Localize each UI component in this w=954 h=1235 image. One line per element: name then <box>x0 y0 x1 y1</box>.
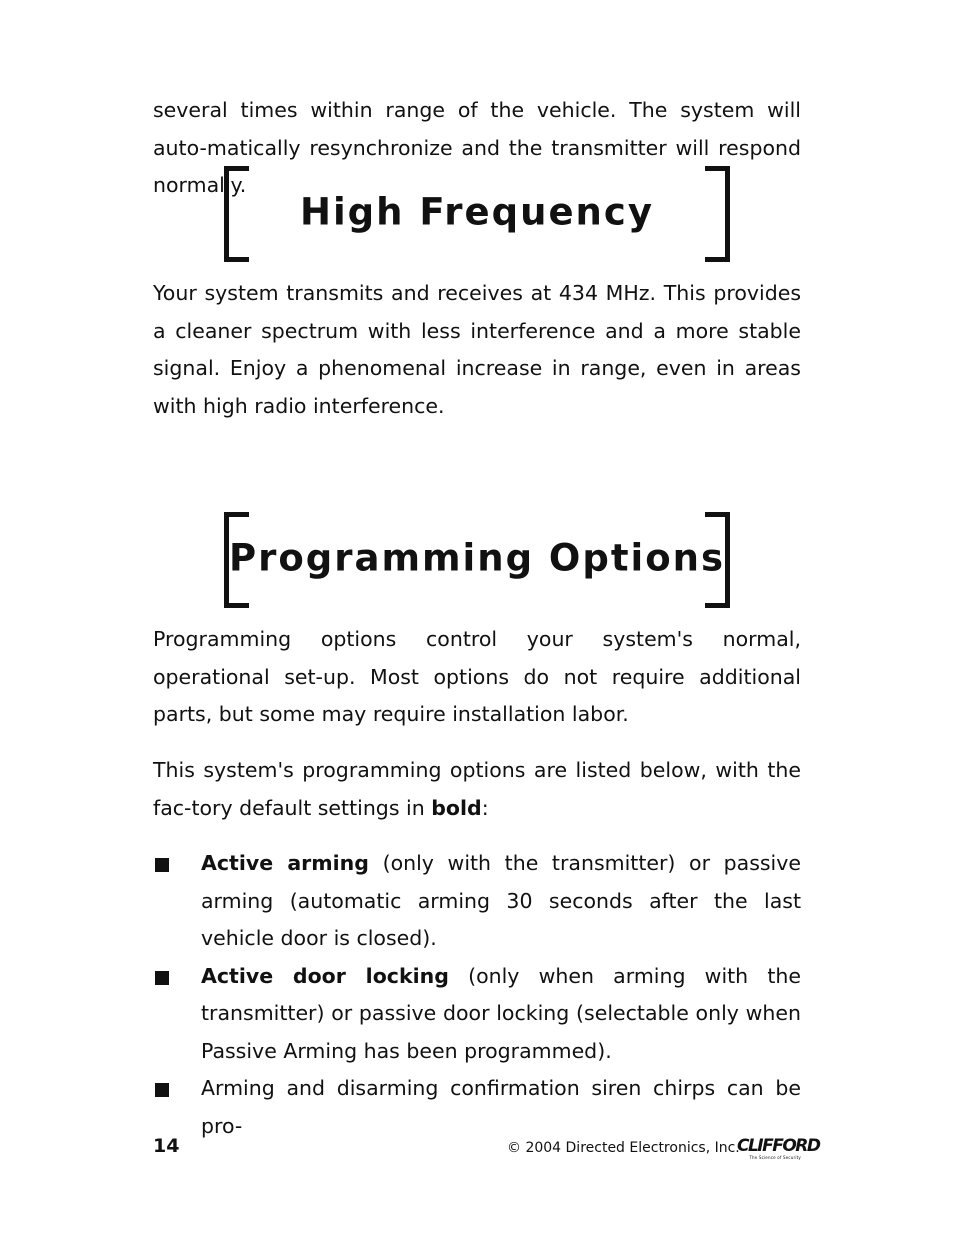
right-bracket <box>705 512 730 608</box>
section-heading-programming-options <box>224 512 730 604</box>
logo-wordmark: CLIFFORD <box>737 1136 820 1156</box>
right-bracket <box>705 166 730 262</box>
page-number: 14 <box>153 1135 180 1157</box>
defaults-text: This system's programming options are listed below, with the fac-tory default settings in <box>153 758 801 820</box>
option-title: Active arming <box>201 851 369 875</box>
bold-word: bold <box>431 795 482 820</box>
list-item <box>153 845 801 958</box>
high-frequency-paragraph: Your system transmits and receives at 434 MHz. This provides a cleaner spectrum with less interference and a more stable signal. Enjoy a phenomenal increase in range, even in areas with high radio interference. <box>153 281 801 418</box>
heading-text: High Frequency <box>300 190 654 234</box>
clifford-logo <box>737 1136 820 1166</box>
intro-paragraph: several times within range of the vehicle. The system will auto-matically resynchronize and the transmitter will respond normally. <box>153 98 801 197</box>
list-item <box>153 958 801 1071</box>
copyright-text: © 2004 Directed Electronics, Inc. <box>507 1140 740 1156</box>
defaults-suffix: : <box>481 795 489 820</box>
programming-options-list <box>153 845 801 1145</box>
programming-options-defaults-paragraph <box>153 752 801 827</box>
square-bullet-icon <box>155 1083 169 1097</box>
heading-text: Programming Options <box>228 536 726 580</box>
logo-tagline: The Science of Security <box>749 1155 801 1160</box>
option-title: Active door locking <box>201 963 449 988</box>
list-item <box>153 1070 801 1145</box>
option-text: (only when arming with the transmitter) or passive door locking (selectable only when Passive Arming has been programmed). <box>201 963 802 1063</box>
square-bullet-icon <box>155 971 169 985</box>
option-text: (only with the transmitter) or passive arming (automatic arming 30 seconds after the last vehicle door is closed). <box>201 851 801 950</box>
programming-options-paragraph: Programming options control your system's normal, operational set-up. Most options do not require additional parts, but some may require installation labor. <box>153 627 801 726</box>
option-text: Arming and disarming confirmation siren chirps can be pro- <box>201 1076 801 1138</box>
section-heading-high-frequency <box>224 166 730 258</box>
square-bullet-icon <box>155 858 169 872</box>
